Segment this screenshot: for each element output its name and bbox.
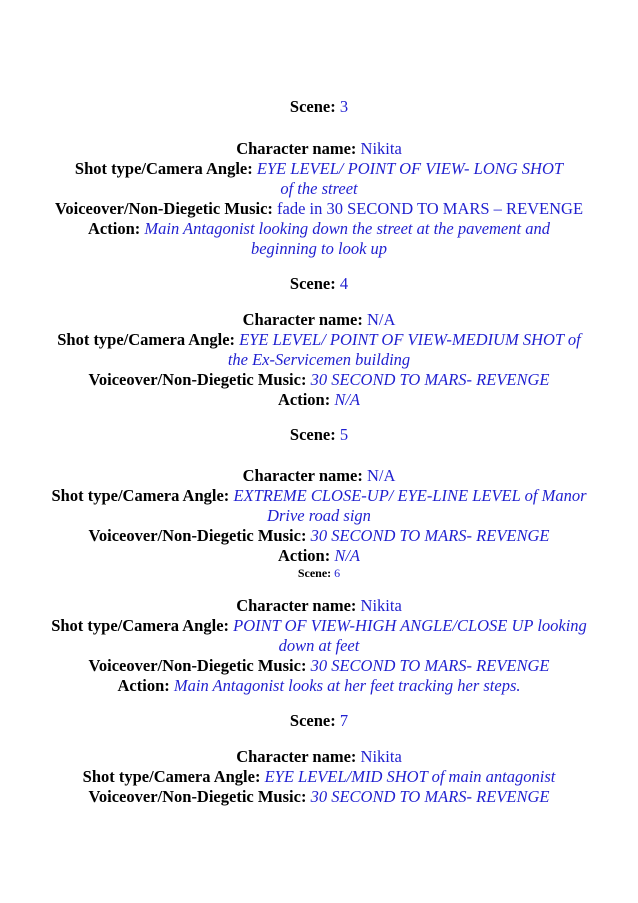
voiceover-value: 30 SECOND TO MARS- REVENGE — [310, 656, 550, 675]
shot-value-continued: the Ex-Servicemen building — [227, 350, 411, 369]
scene-6-heading — [24, 566, 614, 580]
scene-5-character — [24, 466, 614, 486]
character-value: N/A — [366, 466, 396, 485]
action-value: N/A — [334, 390, 361, 409]
scene-3-shot — [24, 159, 614, 179]
scene-5-shot-continued — [24, 506, 614, 526]
scene-6-voiceover — [24, 656, 614, 676]
scene-4-voiceover — [24, 370, 614, 390]
shot-label: Shot type/Camera Angle: — [51, 616, 230, 635]
scene-4-heading — [24, 274, 614, 294]
shot-value-continued: of the street — [280, 179, 358, 198]
action-value: Main Antagonist looks at her feet tracking her steps. — [173, 676, 521, 695]
scene-number: 7 — [339, 711, 349, 730]
scene-3-shot-continued — [24, 179, 614, 199]
character-label: Character name: — [236, 139, 357, 158]
character-label: Character name: — [242, 466, 363, 485]
shot-label: Shot type/Camera Angle: — [51, 486, 230, 505]
scene-number: 4 — [339, 274, 349, 293]
shot-label: Shot type/Camera Angle: — [57, 330, 236, 349]
scene-5-action — [24, 546, 614, 566]
scene-4-action — [24, 390, 614, 410]
shot-value-continued: down at feet — [278, 636, 360, 655]
shot-label: Shot type/Camera Angle: — [82, 767, 261, 786]
scene-5-voiceover — [24, 526, 614, 546]
character-label: Character name: — [242, 310, 363, 329]
voiceover-label: Voiceover/Non-Diegetic Music: — [88, 656, 307, 675]
scene-number: 5 — [339, 425, 349, 444]
scene-5-heading — [24, 425, 614, 445]
scene-number: 3 — [339, 97, 349, 116]
scene-label: Scene: — [289, 425, 336, 444]
voiceover-label: Voiceover/Non-Diegetic Music: — [88, 787, 307, 806]
scene-label: Scene: — [289, 711, 336, 730]
action-value: Main Antagonist looking down the street at the pavement and — [144, 219, 550, 238]
voiceover-value: fade in 30 SECOND TO MARS – REVENGE — [277, 199, 584, 218]
scene-3-heading — [24, 97, 614, 117]
shot-value: EXTREME CLOSE-UP/ EYE-LINE LEVEL of Manor — [233, 486, 587, 505]
action-label: Action: — [88, 219, 141, 238]
action-label: Action: — [277, 390, 331, 409]
scene-3-character — [24, 139, 614, 159]
character-label: Character name: — [236, 596, 357, 615]
voiceover-value: 30 SECOND TO MARS- REVENGE — [310, 370, 550, 389]
scene-6-shot-continued — [24, 636, 614, 656]
action-value-continued: beginning to look up — [250, 239, 388, 258]
character-label: Character name: — [236, 747, 357, 766]
scene-4-shot — [24, 330, 614, 350]
scene-3-voiceover — [24, 199, 614, 219]
character-value: Nikita — [360, 747, 402, 766]
action-label: Action: — [277, 546, 331, 565]
shot-value: POINT OF VIEW-HIGH ANGLE/CLOSE UP looking — [233, 616, 587, 635]
scene-number: 6 — [334, 566, 341, 580]
scene-label: Scene: — [289, 97, 336, 116]
character-value: Nikita — [360, 596, 402, 615]
scene-4-character — [24, 310, 614, 330]
voiceover-value: 30 SECOND TO MARS- REVENGE — [310, 787, 550, 806]
scene-7-shot — [24, 767, 614, 787]
scene-6-action — [24, 676, 614, 696]
character-value: N/A — [366, 310, 396, 329]
voiceover-label: Voiceover/Non-Diegetic Music: — [54, 199, 273, 218]
scene-6-character — [24, 596, 614, 616]
action-value: N/A — [334, 546, 361, 565]
scene-7-voiceover — [24, 787, 614, 807]
shot-value: EYE LEVEL/MID SHOT of main antagonist — [264, 767, 556, 786]
scene-4-shot-continued — [24, 350, 614, 370]
scene-5-shot — [24, 486, 614, 506]
action-label: Action: — [117, 676, 170, 695]
scene-label: Scene: — [289, 274, 336, 293]
voiceover-value: 30 SECOND TO MARS- REVENGE — [310, 526, 550, 545]
shot-value: EYE LEVEL/ POINT OF VIEW-MEDIUM SHOT of — [239, 330, 581, 349]
scene-3-action-continued — [24, 239, 614, 259]
scene-6-shot — [24, 616, 614, 636]
scene-7-character — [24, 747, 614, 767]
shot-value: EYE LEVEL/ POINT OF VIEW- LONG SHOT — [256, 159, 564, 178]
scene-7-heading — [24, 711, 614, 731]
character-value: Nikita — [360, 139, 402, 158]
shot-value-continued: Drive road sign — [267, 506, 371, 525]
scene-label: Scene: — [297, 566, 332, 580]
voiceover-label: Voiceover/Non-Diegetic Music: — [88, 370, 307, 389]
voiceover-label: Voiceover/Non-Diegetic Music: — [88, 526, 307, 545]
shot-label: Shot type/Camera Angle: — [74, 159, 253, 178]
scene-3-action — [24, 219, 614, 239]
